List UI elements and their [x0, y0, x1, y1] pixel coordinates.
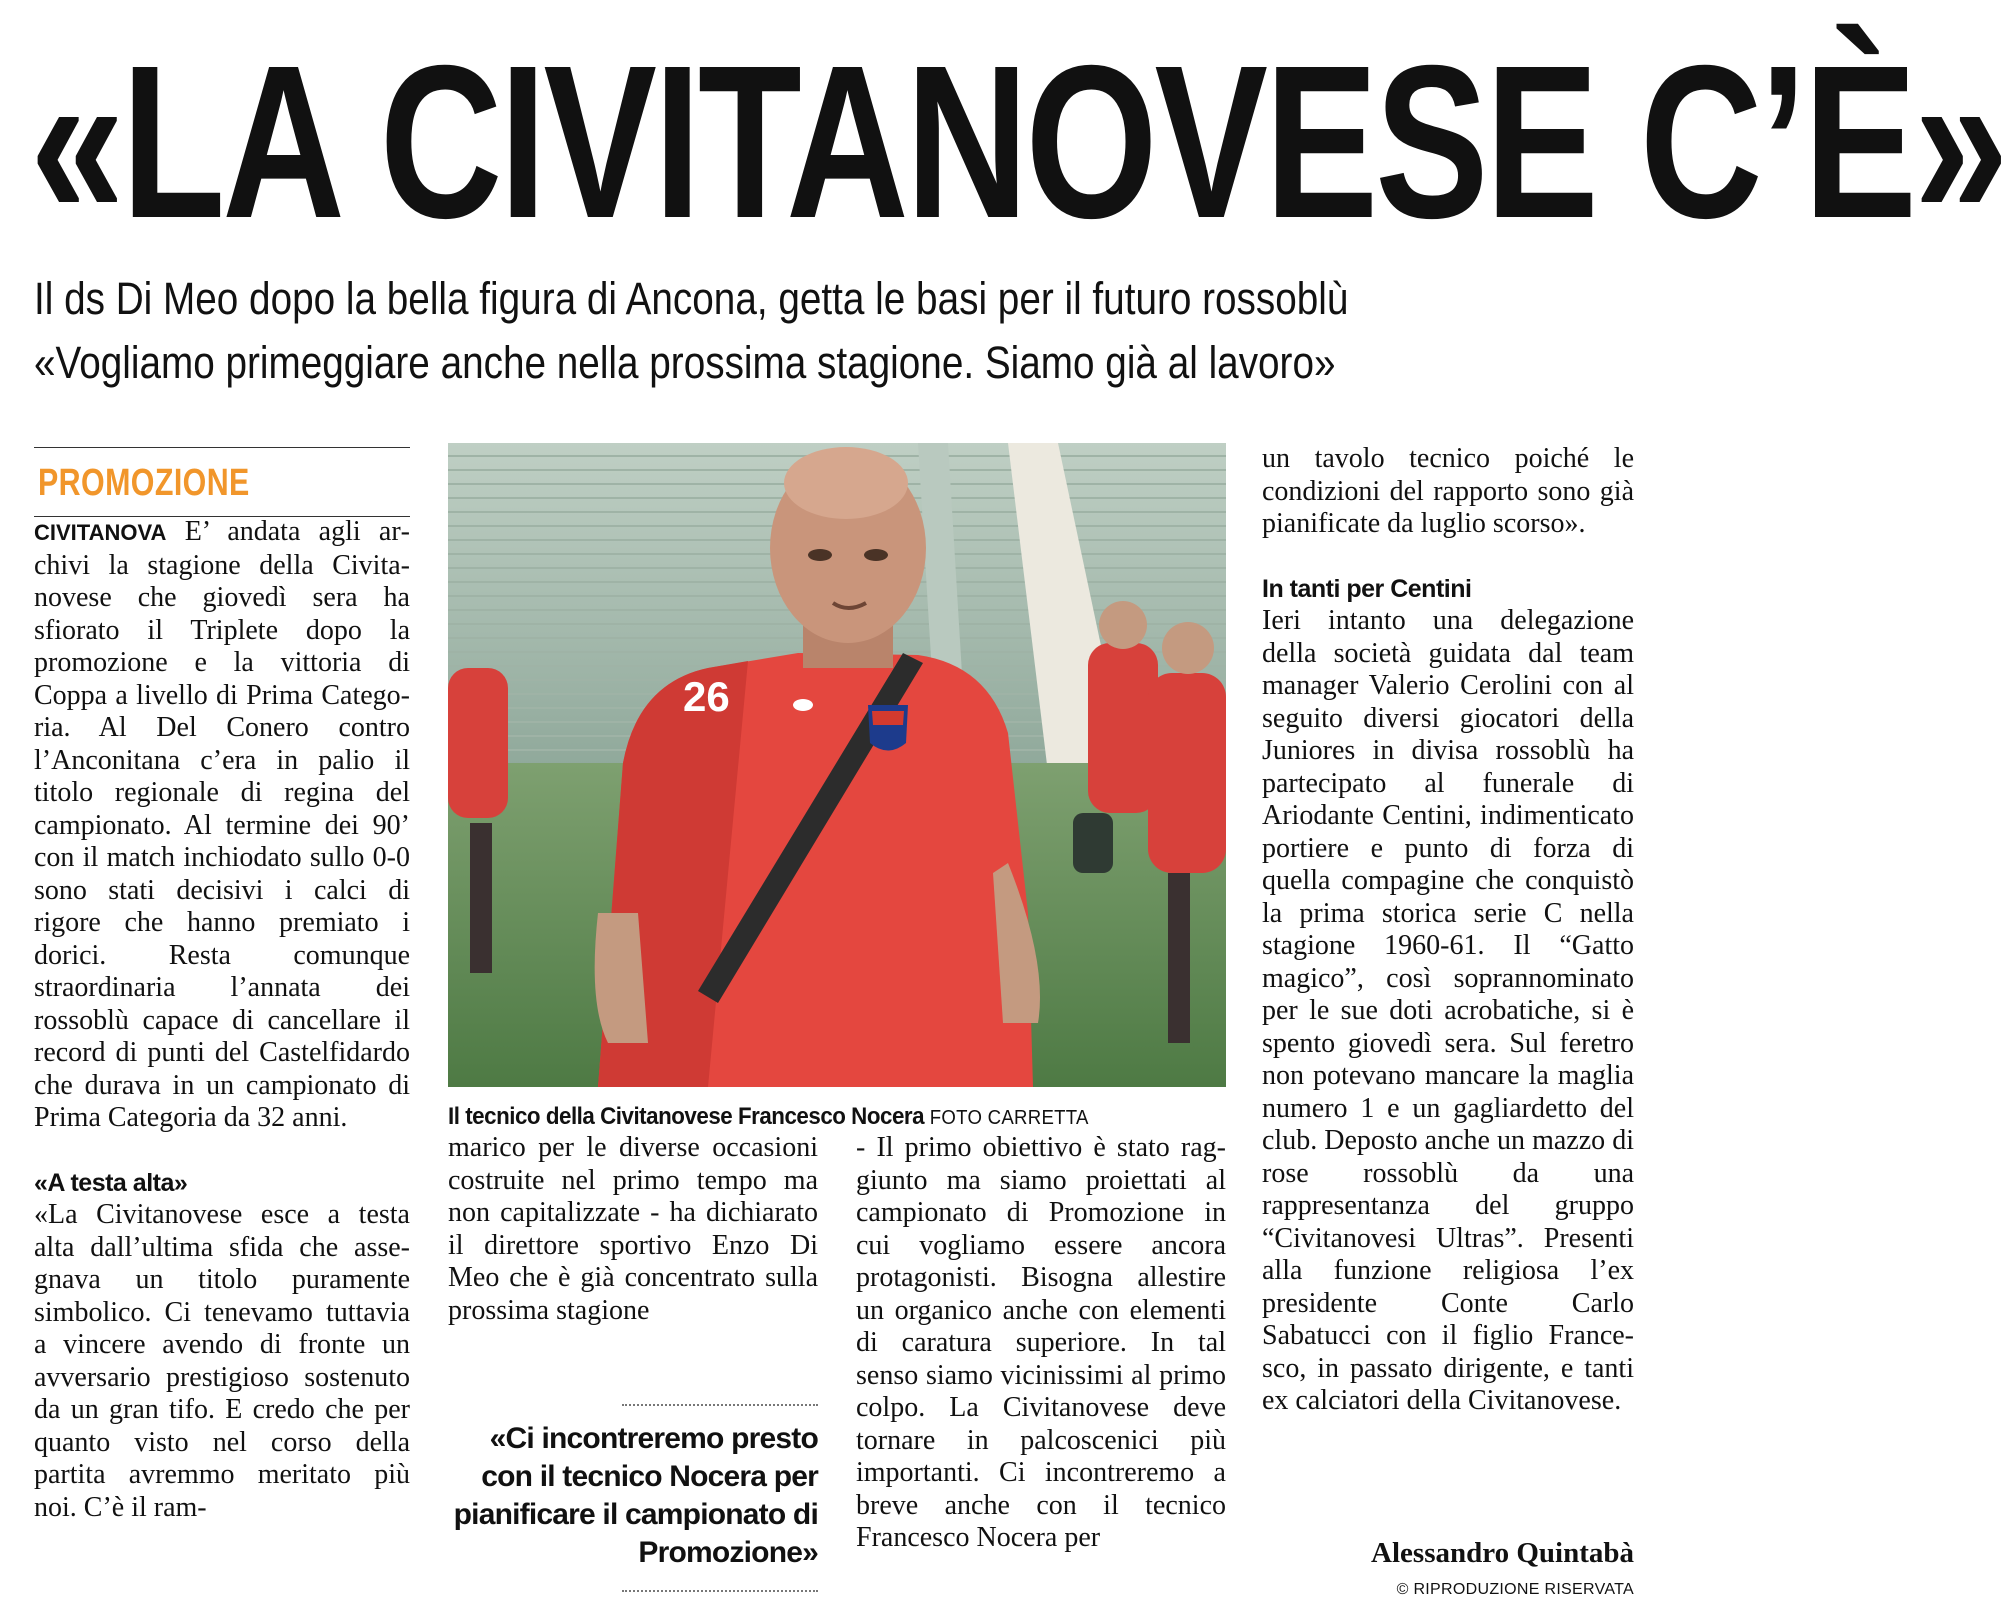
paragraph-a-testa-alta: «La Civitanovese esce a testa alta dall’ultima sfida che assegnava un titolo puramente simbolico. Ci tenevamo tuttavia a vincere avendo di fronte un avversario prestigioso sostenuto da un gran tifo. E credo che per quanto visto nel corso della partita avremmo meritato più noi. C’è il ram-: [34, 1199, 410, 1523]
article-column-2: [448, 1132, 818, 1327]
section-label: PROMOZIONE: [38, 462, 250, 504]
caption-text: Il tecnico della Civitanovese Francesco Nocera: [448, 1103, 925, 1130]
dateline: CIVITANOVA: [34, 520, 167, 545]
paragraph-tavolo-tecnico: un tavolo tecnico poiché le condizioni del rapporto sono già pianificate da luglio scorso».: [1262, 443, 1634, 539]
lead-paragraph-text: E’ andata agli archivi la stagione della Civitanovese che giovedì sera ha sfiorato il Triplete dopo la promozione e la vittoria di Coppa a livello di Prima Categoria. Al Del Conero contro l’Anconitana c’era in palio il titolo regionale di regina del campionato. Al termine dei 90’ con il match inchiodato sullo 0-0 sono stati decisivi i calci di rigore che hanno premiato i dorici. Resta comunque straordinaria l’annata dei rossoblù capace di cancellare il record di punti del Castelfidardo che durava in un campionato di Prima Categoria da 32 anni.: [34, 516, 410, 1133]
photo-coach: [448, 443, 1226, 1087]
subhead-a-testa-alta: «A testa alta»: [34, 1168, 188, 1197]
photo-caption: [448, 1102, 1192, 1133]
article-column-3: [856, 1132, 1226, 1555]
paragraph-obiettivo: - Il primo obiettivo è stato raggiunto ma siamo proiettati al campionato di Promozione in cui vogliamo essere ancora protagonisti. Bisogna allestire un organico anche con elementi di caratura superiore. In tal senso siamo vicinissimi al primo colpo. La Civitanovese deve tornare in palcoscenici più importanti. Ci incontreremo a breve anche con il tecnico Francesco Nocera per: [856, 1132, 1226, 1553]
copyright-notice: © RIPRODUZIONE RISERVATA: [1396, 1581, 1634, 1598]
pull-quote-rule-bottom: [622, 1590, 818, 1592]
pull-quote: «Ci incontreremo presto con il tecnico Nocera per pianificare il campionato di Promozione»: [453, 1422, 818, 1569]
photo-credit: FOTO CARRETTA: [929, 1107, 1089, 1129]
paragraph-centini: Ieri intanto una delegazione della società guidata dal team manager Valerio Cerolini con al seguito diversi giocatori della Juniores in divisa rossoblù ha partecipato al funerale di Ariodante Centini, indimenticato portiere e punto di forza di quella compagine che conquistò la prima storica serie C nella stagione 1960-61. Il “Gatto magico”, così soprannominato per le sue doti acrobatiche, si è spento giovedì sera. Sul feretro non potevano mancare la maglia numero 1 e un gagliardetto del club. Deposto anche un mazzo di rose rossoblù da una rappresentanza del gruppo “Civitanovesi Ultras”. Presenti alla funzione religiosa l’ex presidente Conte Carlo Sabatucci con il figlio Francesco, in passato dirigente, e tanti ex calciatori della Civitanovese.: [1262, 605, 1634, 1416]
article-column-4: [1262, 443, 1634, 1418]
photo-illustration: [448, 443, 1226, 1087]
article-column-1: [34, 516, 410, 1524]
lead-paragraph: [34, 516, 410, 1135]
headline: «LA CIVITANOVESE C’È»: [30, 21, 2005, 264]
paragraph-marico: marico per le diverse occasioni costruite nel primo tempo ma non capitalizzate - ha dichiarato il direttore sportivo Enzo Di Meo che è già concentrato sulla prossima stagione: [448, 1132, 818, 1326]
subhead-in-tanti-per-centini: In tanti per Centini: [1262, 574, 1472, 603]
jersey-number: 26: [683, 673, 730, 720]
section-rule-top: [34, 447, 410, 448]
subtitle-line-1: Il ds Di Meo dopo la bella figura di Ancona, getta le basi per il futuro rossoblù: [34, 273, 1349, 324]
author-signature: Alessandro Quintabà: [1371, 1537, 1634, 1569]
pull-quote-rule-top: [622, 1404, 818, 1406]
subtitle-line-2: «Vogliamo primeggiare anche nella prossima stagione. Siamo già al lavoro»: [34, 337, 1336, 388]
